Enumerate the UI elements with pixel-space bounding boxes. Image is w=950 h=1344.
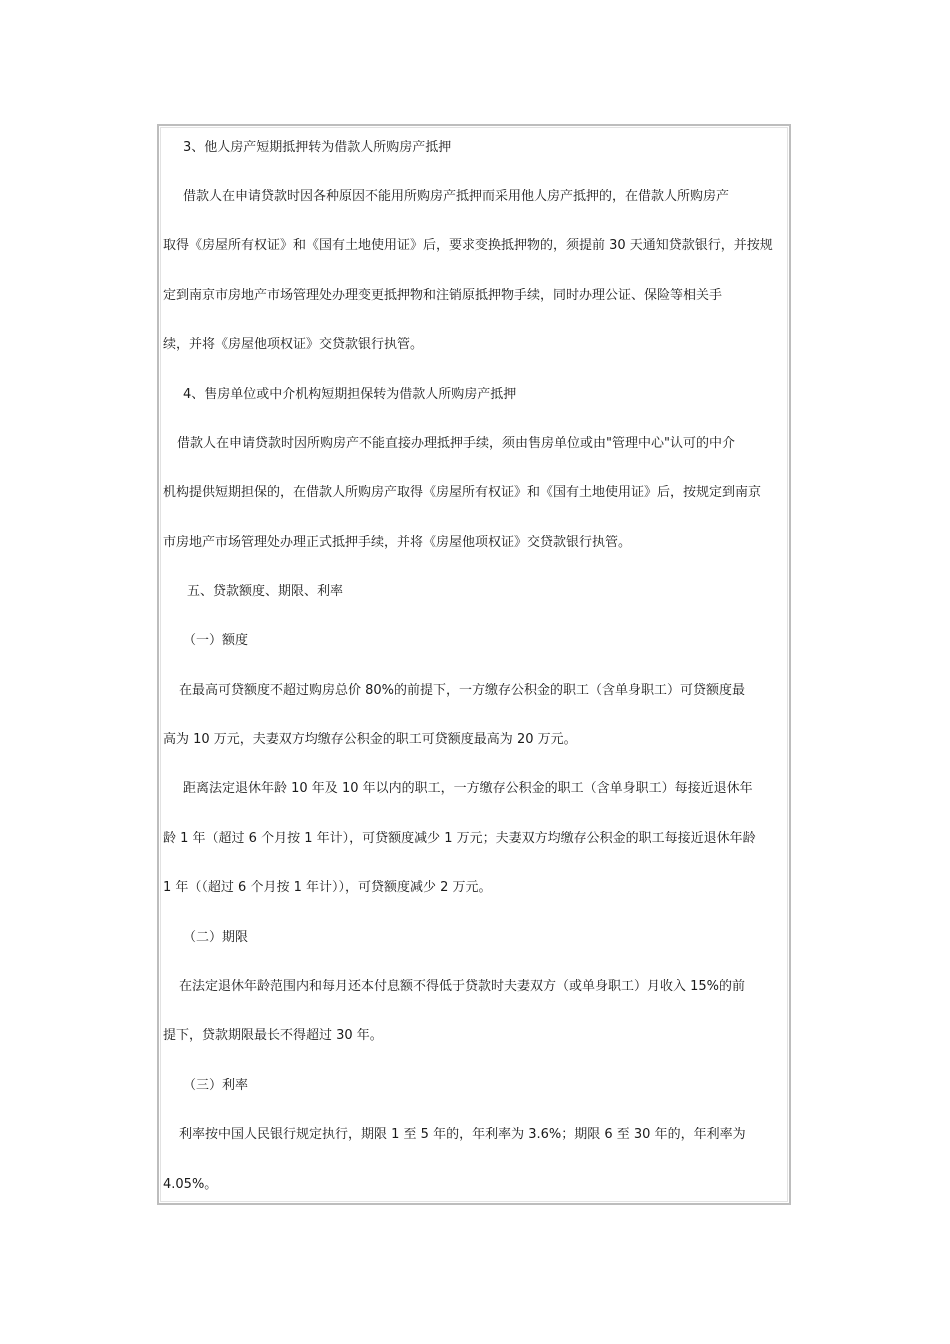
paragraph-line: 借款人在申请贷款时因各种原因不能用所购房产抵押而采用他人房产抵押的，在借款人所购房产 bbox=[183, 189, 730, 204]
paragraph-line: 定到南京市房地产市场管理处办理变更抵押物和注销原抵押物手续，同时办理公证、保险等相关手 bbox=[163, 288, 723, 303]
section-heading: 五、贷款额度、期限、利率 bbox=[187, 584, 344, 599]
section-heading: 3、他人房产短期抵押转为借款人所购房产抵押 bbox=[183, 140, 452, 155]
paragraph-line: 高为 10 万元，夫妻双方均缴存公积金的职工可贷额度最高为 20 万元。 bbox=[163, 732, 577, 747]
subsection-heading: （三）利率 bbox=[183, 1078, 249, 1093]
subsection-heading: （一）额度 bbox=[183, 633, 249, 648]
paragraph-line: 4.05%。 bbox=[163, 1177, 218, 1192]
paragraph-line: 续，并将《房屋他项权证》交贷款银行执管。 bbox=[163, 337, 424, 352]
paragraph-line: 机构提供短期担保的，在借款人所购房产取得《房屋所有权证》和《国有土地使用证》后，按规定到南京 bbox=[163, 485, 762, 500]
paragraph-line: 市房地产市场管理处办理正式抵押手续，并将《房屋他项权证》交贷款银行执管。 bbox=[163, 535, 632, 550]
section-heading: 4、售房单位或中介机构短期担保转为借款人所购房产抵押 bbox=[183, 387, 517, 402]
paragraph-line: 在法定退休年龄范围内和每月还本付息额不得低于贷款时夫妻双方（或单身职工）月收入 15%的前 bbox=[179, 979, 746, 994]
paragraph-line: 取得《房屋所有权证》和《国有土地使用证》后，要求变换抵押物的，须提前 30 天通知贷款银行，并按规 bbox=[163, 238, 773, 253]
paragraph-line: 提下，贷款期限最长不得超过 30 年。 bbox=[163, 1028, 383, 1043]
paragraph-line: 利率按中国人民银行规定执行，期限 1 至 5 年的，年利率为 3.6%；期限 6 至 30 年的，年利率为 bbox=[179, 1127, 746, 1142]
paragraph-line: 借款人在申请贷款时因所购房产不能直接办理抵押手续，须由售房单位或由"管理中心"认可的中介 bbox=[177, 436, 735, 451]
document-frame bbox=[157, 124, 791, 1205]
paragraph-line: 距离法定退休年龄 10 年及 10 年以内的职工，一方缴存公积金的职工（含单身职工）每接近退休年 bbox=[183, 781, 753, 796]
paragraph-line: 在最高可贷额度不超过购房总价 80%的前提下，一方缴存公积金的职工（含单身职工）可贷额度最 bbox=[179, 683, 746, 698]
subsection-heading: （二）期限 bbox=[183, 930, 249, 945]
paragraph-line: 1 年（（超过 6 个月按 1 年计）），可贷额度减少 2 万元。 bbox=[163, 880, 492, 895]
paragraph-line: 龄 1 年（超过 6 个月按 1 年计），可贷额度减少 1 万元；夫妻双方均缴存公积金的职工每接近退休年龄 bbox=[163, 831, 756, 846]
